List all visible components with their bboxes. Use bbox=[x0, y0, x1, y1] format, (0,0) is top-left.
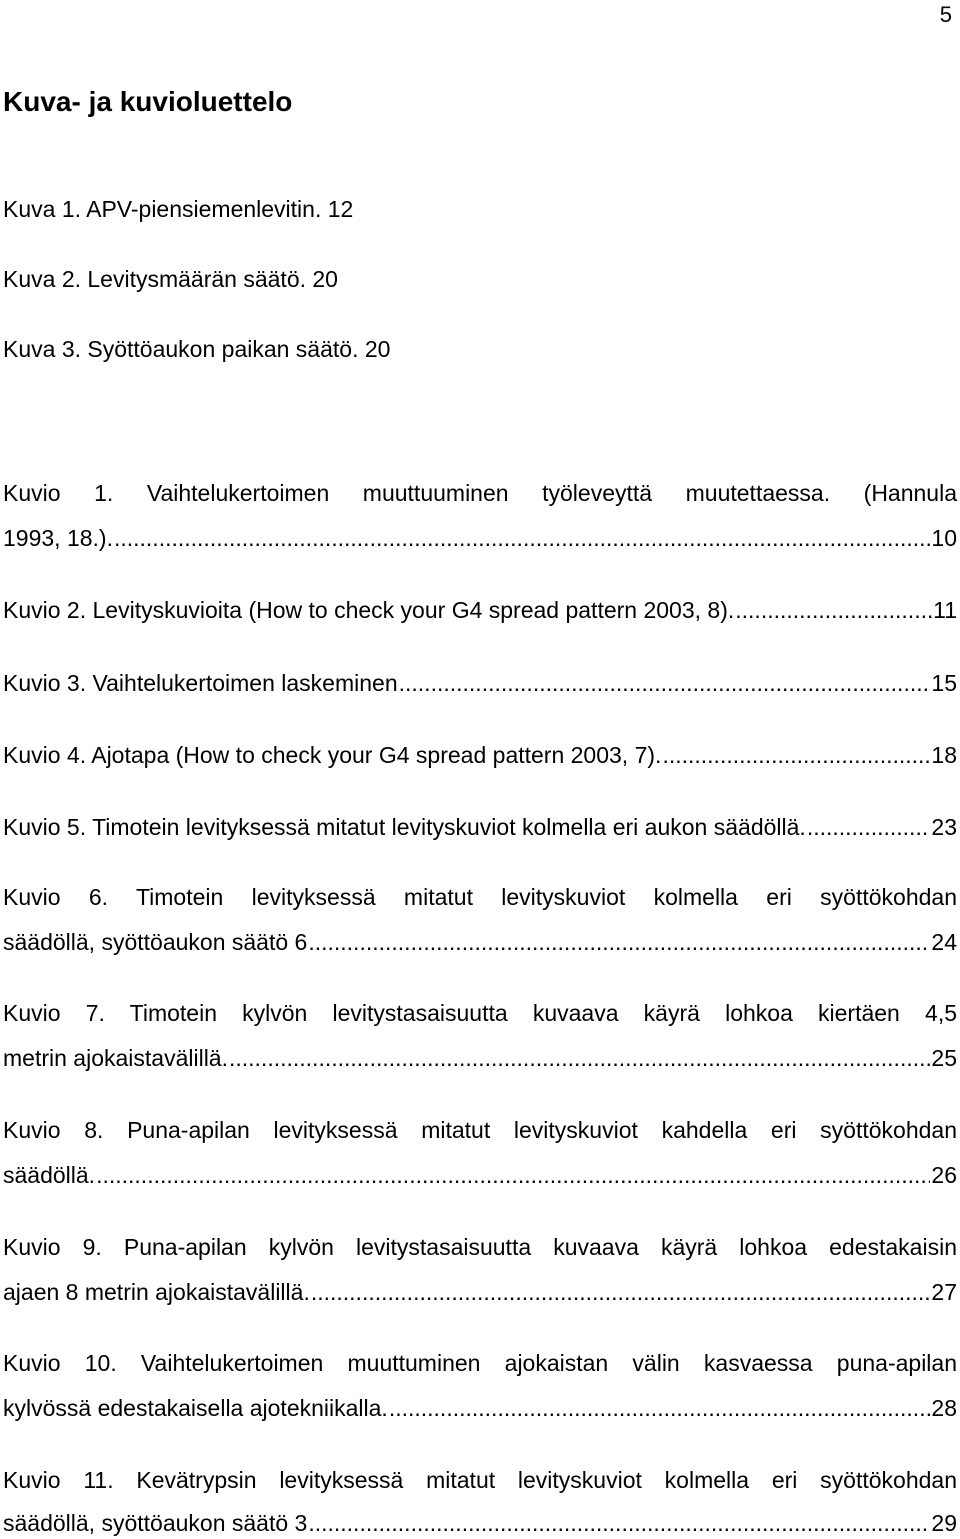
chart-list-item-line1: Kuvio 6. Timotein levityksessä mitatut levityskuviot kolmella eri syöttökohdan bbox=[3, 884, 957, 910]
chart-list-item bbox=[3, 812, 957, 842]
chart-list-item-page: 10 bbox=[931, 525, 957, 551]
dot-leader bbox=[96, 1160, 930, 1190]
chart-list-item-page: 28 bbox=[931, 1395, 957, 1421]
chart-list-item-text: säädöllä. bbox=[3, 1162, 96, 1188]
chart-list-item bbox=[3, 523, 957, 553]
chart-list-item-page: 27 bbox=[931, 1279, 957, 1305]
figure-list-item: Kuva 3. Syöttöaukon paikan säätö. 20 bbox=[3, 336, 391, 362]
chart-list-item-page: 18 bbox=[931, 742, 957, 768]
chart-list-item-text: Kuvio 3. Vaihtelukertoimen laskeminen bbox=[3, 670, 398, 696]
chart-list-item-text: Kuvio 5. Timotein levityksessä mitatut levityskuviot kolmella eri aukon säädöllä. bbox=[3, 814, 806, 840]
chart-list-item-line1: Kuvio 8. Puna-apilan levityksessä mitatut levityskuviot kahdella eri syöttökohdan bbox=[3, 1117, 957, 1143]
chart-list-item-text: Kuvio 4. Ajotapa (How to check your G4 spread pattern 2003, 7). bbox=[3, 742, 662, 768]
chart-list-item-page: 29 bbox=[931, 1510, 957, 1536]
dot-leader bbox=[662, 740, 930, 770]
dot-leader bbox=[114, 523, 930, 553]
chart-list-item bbox=[3, 927, 957, 957]
chart-list-item bbox=[3, 1277, 957, 1307]
chart-list-item-line1: Kuvio 7. Timotein kylvön levitystasaisuutta kuvaava käyrä lohkoa kiertäen 4,5 bbox=[3, 1000, 957, 1026]
chart-list-item bbox=[3, 668, 957, 698]
chart-list-item-text: säädöllä, syöttöaukon säätö 6 bbox=[3, 929, 308, 955]
dot-leader bbox=[308, 927, 930, 957]
chart-list-item bbox=[3, 740, 957, 770]
chart-list-item-text: metrin ajokaistavälillä. bbox=[3, 1045, 228, 1071]
dot-leader bbox=[389, 1393, 931, 1423]
chart-list-item-line1: Kuvio 10. Vaihtelukertoimen muuttuminen ajokaistan välin kasvaessa puna-apilan bbox=[3, 1350, 957, 1376]
figure-list-item: Kuva 1. APV-piensiemenlevitin. 12 bbox=[3, 196, 354, 222]
dot-leader bbox=[735, 595, 932, 625]
chart-list-item-page: 25 bbox=[931, 1045, 957, 1071]
dot-leader bbox=[308, 1508, 930, 1538]
chart-list-item-text: säädöllä, syöttöaukon säätö 3 bbox=[3, 1510, 308, 1536]
chart-list-item bbox=[3, 1043, 957, 1073]
dot-leader bbox=[399, 668, 931, 698]
chart-list-item bbox=[3, 595, 957, 625]
dot-leader bbox=[807, 812, 931, 842]
chart-list-item bbox=[3, 1508, 957, 1538]
page-number: 5 bbox=[939, 2, 952, 27]
chart-list-item-page: 23 bbox=[931, 814, 957, 840]
chart-list-item-page: 11 bbox=[933, 597, 957, 623]
dot-leader bbox=[311, 1277, 931, 1307]
chart-list-item bbox=[3, 1160, 957, 1190]
dot-leader bbox=[229, 1043, 930, 1073]
chart-list-item-page: 24 bbox=[931, 929, 957, 955]
chart-list-item-text: kylvössä edestakaisella ajotekniikalla. bbox=[3, 1395, 388, 1421]
chart-list-item-page: 15 bbox=[931, 670, 957, 696]
chart-list-item bbox=[3, 1393, 957, 1423]
chart-list-item-text: Kuvio 2. Levityskuvioita (How to check your G4 spread pattern 2003, 8). bbox=[3, 597, 735, 623]
page-title: Kuva- ja kuvioluettelo bbox=[3, 86, 293, 117]
chart-list-item-text: ajaen 8 metrin ajokaistavälillä. bbox=[3, 1279, 310, 1305]
chart-list-item-page: 26 bbox=[931, 1162, 957, 1188]
chart-list-item-line1: Kuvio 11. Kevätrypsin levityksessä mitatut levityskuviot kolmella eri syöttökohdan bbox=[3, 1467, 957, 1493]
chart-list-item-line1: Kuvio 1. Vaihtelukertoimen muuttuuminen työleveyttä muutettaessa. (Hannula bbox=[3, 480, 957, 506]
figure-list-item: Kuva 2. Levitysmäärän säätö. 20 bbox=[3, 266, 338, 292]
chart-list-item-text: 1993, 18.). bbox=[3, 525, 113, 551]
chart-list-item-line1: Kuvio 9. Puna-apilan kylvön levitystasaisuutta kuvaava käyrä lohkoa edestakaisin bbox=[3, 1234, 957, 1260]
